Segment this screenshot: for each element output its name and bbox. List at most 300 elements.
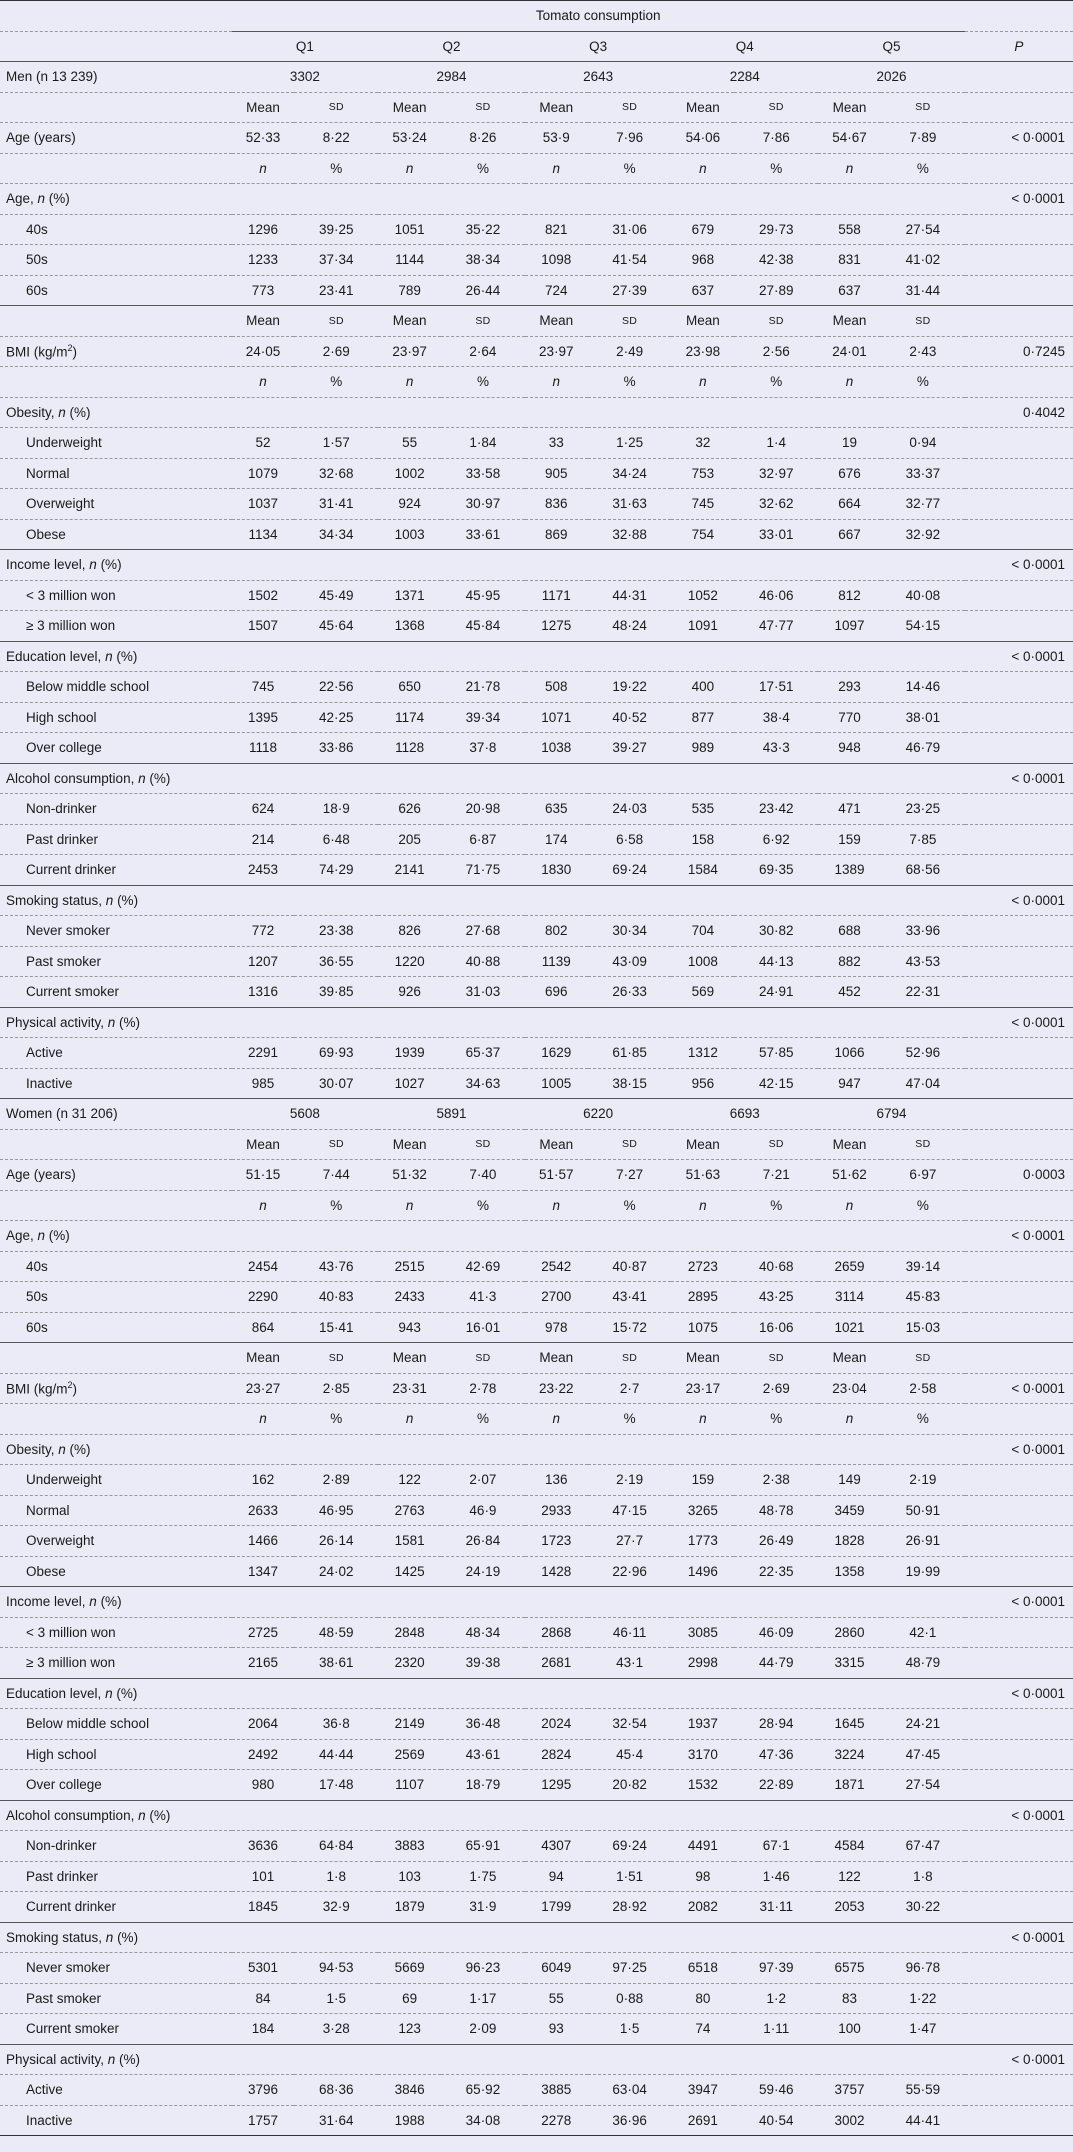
empty-cell — [232, 184, 295, 215]
empty-cell — [734, 1007, 818, 1038]
value-cell: 97·39 — [734, 1953, 818, 1984]
value-cell: 26·49 — [734, 1526, 818, 1557]
value-cell: 46·9 — [441, 1495, 525, 1526]
value-cell: 33 — [525, 428, 588, 459]
empty-cell — [734, 763, 818, 794]
empty-cell — [588, 1922, 672, 1953]
value-cell: 39·25 — [294, 214, 378, 245]
value-cell: 2763 — [378, 1495, 441, 1526]
value-cell: 53·9 — [525, 123, 588, 154]
table-row — [0, 946, 1073, 977]
value-cell: 1·4 — [734, 428, 818, 459]
pct-suffix: (%) — [65, 404, 91, 420]
sd-label: SD — [441, 306, 525, 337]
empty-cell — [378, 885, 441, 916]
value-cell: 6049 — [525, 1953, 588, 1984]
value-cell: 26·84 — [441, 1526, 525, 1557]
mean-label: Mean — [671, 306, 734, 337]
n-label: n — [525, 1404, 588, 1435]
value-cell: 37·34 — [294, 245, 378, 276]
empty-cell — [588, 641, 672, 672]
value-cell: 15·41 — [294, 1312, 378, 1343]
value-cell: 123 — [378, 2014, 441, 2045]
value-cell: 40·54 — [734, 2105, 818, 2136]
mean-label: Mean — [671, 92, 734, 123]
table-row — [0, 123, 1073, 154]
category-label — [0, 1800, 232, 1831]
value-cell: 158 — [671, 824, 734, 855]
value-cell: 1312 — [671, 1038, 734, 1069]
value-cell: 869 — [525, 519, 588, 550]
value-cell: 93 — [525, 2014, 588, 2045]
row-label: ≥ 3 million won — [0, 1648, 232, 1679]
value-cell: 3·28 — [294, 2014, 378, 2045]
value-cell: 43·25 — [734, 1282, 818, 1313]
value-cell: 2433 — [378, 1282, 441, 1313]
empty-cell — [965, 1190, 1073, 1221]
group-n: 6220 — [525, 1099, 672, 1130]
row-label: Never smoker — [0, 1953, 232, 1984]
empty-cell — [525, 184, 588, 215]
empty-cell — [734, 2044, 818, 2075]
value-cell: 864 — [232, 1312, 295, 1343]
empty-cell — [294, 2044, 378, 2075]
value-cell: 38·4 — [734, 702, 818, 733]
category-label — [0, 550, 232, 581]
table-row — [0, 306, 1073, 337]
value-cell: 45·95 — [441, 580, 525, 611]
table-row — [0, 1983, 1073, 2014]
category-name: Age, — [6, 191, 38, 207]
value-cell: 96·78 — [881, 1953, 965, 1984]
row-label: Non-drinker — [0, 1831, 232, 1862]
mean-label: Mean — [378, 1129, 441, 1160]
value-cell: 724 — [525, 275, 588, 306]
empty-cell — [441, 885, 525, 916]
pct-label: % — [588, 153, 672, 184]
value-cell: 2542 — [525, 1251, 588, 1282]
value-cell: 1066 — [818, 1038, 881, 1069]
value-cell: 882 — [818, 946, 881, 977]
value-cell: 1532 — [671, 1770, 734, 1801]
value-cell: 2·64 — [441, 336, 525, 367]
table-row — [0, 885, 1073, 916]
n-italic: n — [37, 1228, 46, 1244]
mean-label: Mean — [232, 1129, 295, 1160]
value-cell: 64·84 — [294, 1831, 378, 1862]
value-cell: 27·7 — [588, 1526, 672, 1557]
value-cell: 42·1 — [881, 1617, 965, 1648]
category-label — [0, 2044, 232, 2075]
row-label: Current smoker — [0, 2014, 232, 2045]
pct-label: % — [441, 1190, 525, 1221]
empty-cell — [232, 397, 295, 428]
value-cell: 34·63 — [441, 1068, 525, 1099]
value-cell: 94 — [525, 1861, 588, 1892]
value-cell: 24·02 — [294, 1556, 378, 1587]
empty-cell — [734, 184, 818, 215]
n-label: n — [232, 153, 295, 184]
row-label: Current smoker — [0, 977, 232, 1008]
value-cell: 688 — [818, 916, 881, 947]
empty-cell — [965, 946, 1073, 977]
value-cell: 2659 — [818, 1251, 881, 1282]
empty-cell — [588, 1678, 672, 1709]
empty-cell — [0, 1129, 232, 1160]
empty-cell — [588, 885, 672, 916]
value-cell: 55 — [378, 428, 441, 459]
value-cell: 2515 — [378, 1251, 441, 1282]
empty-cell — [294, 1221, 378, 1252]
value-cell: 52·33 — [232, 123, 295, 154]
value-cell: 1466 — [232, 1526, 295, 1557]
value-cell: 214 — [232, 824, 295, 855]
empty-cell — [671, 397, 734, 428]
sd-label: SD — [294, 92, 378, 123]
pct-suffix: (%) — [145, 770, 171, 786]
value-cell: 1134 — [232, 519, 295, 550]
value-cell: 38·15 — [588, 1068, 672, 1099]
empty-cell — [881, 1800, 965, 1831]
category-name: Physical activity, — [6, 2051, 108, 2067]
empty-cell — [671, 1434, 734, 1465]
value-cell: 48·78 — [734, 1495, 818, 1526]
table-row — [0, 1617, 1073, 1648]
value-cell: 21·78 — [441, 672, 525, 703]
value-cell: 2141 — [378, 855, 441, 886]
empty-cell — [378, 1800, 441, 1831]
empty-cell — [378, 550, 441, 581]
value-cell: 27·54 — [881, 214, 965, 245]
value-cell: 3636 — [232, 1831, 295, 1862]
value-cell: 676 — [818, 458, 881, 489]
n-label: n — [818, 1404, 881, 1435]
value-cell: 45·83 — [881, 1282, 965, 1313]
empty-cell — [965, 1129, 1073, 1160]
category-label — [0, 763, 232, 794]
empty-cell — [965, 977, 1073, 1008]
category-label — [0, 1434, 232, 1465]
value-cell: 65·91 — [441, 1831, 525, 1862]
value-cell: 2·49 — [588, 336, 672, 367]
value-cell: 8·22 — [294, 123, 378, 154]
value-cell: 16·06 — [734, 1312, 818, 1343]
empty-cell — [378, 1434, 441, 1465]
category-name: Physical activity, — [6, 1014, 108, 1030]
empty-cell — [294, 550, 378, 581]
value-cell: 33·01 — [734, 519, 818, 550]
table-row — [0, 1190, 1073, 1221]
empty-cell — [818, 550, 881, 581]
value-cell: 2291 — [232, 1038, 295, 1069]
row-label: Past smoker — [0, 1983, 232, 2014]
value-cell: 97·25 — [588, 1953, 672, 1984]
group-n: 2984 — [378, 62, 525, 93]
p-value: < 0·0001 — [965, 1434, 1073, 1465]
empty-cell — [818, 885, 881, 916]
empty-cell — [965, 1709, 1073, 1740]
empty-cell — [378, 1587, 441, 1618]
value-cell: 122 — [378, 1465, 441, 1496]
value-cell: 1988 — [378, 2105, 441, 2136]
n-label: n — [378, 1404, 441, 1435]
bmi-label — [0, 1373, 232, 1404]
empty-cell — [378, 763, 441, 794]
empty-cell — [965, 580, 1073, 611]
bmi-sup: 2 — [67, 343, 73, 353]
value-cell: 2·69 — [294, 336, 378, 367]
value-cell: 15·03 — [881, 1312, 965, 1343]
table-row — [0, 397, 1073, 428]
n-italic: n — [58, 1441, 66, 1457]
row-label: Obese — [0, 519, 232, 550]
value-cell: 773 — [232, 275, 295, 306]
value-cell: 812 — [818, 580, 881, 611]
value-cell: 32·92 — [881, 519, 965, 550]
row-label: Age (years) — [0, 1160, 232, 1191]
empty-cell — [232, 1587, 295, 1618]
empty-cell — [294, 184, 378, 215]
empty-cell — [441, 184, 525, 215]
value-cell: 23·31 — [378, 1373, 441, 1404]
value-cell: 68·56 — [881, 855, 965, 886]
row-label: Below middle school — [0, 1709, 232, 1740]
pct-label: % — [881, 1404, 965, 1435]
value-cell: 24·91 — [734, 977, 818, 1008]
empty-cell — [965, 1038, 1073, 1069]
value-cell: 1·2 — [734, 1983, 818, 2014]
pct-label: % — [588, 367, 672, 398]
sd-label: SD — [441, 92, 525, 123]
empty-cell — [0, 1404, 232, 1435]
value-cell: 2·07 — [441, 1465, 525, 1496]
mean-label: Mean — [232, 306, 295, 337]
mean-label: Mean — [671, 1129, 734, 1160]
p-value: < 0·0001 — [965, 641, 1073, 672]
value-cell: 31·06 — [588, 214, 672, 245]
value-cell: 55·59 — [881, 2075, 965, 2106]
value-cell: 6·58 — [588, 824, 672, 855]
value-cell: 1003 — [378, 519, 441, 550]
empty-cell — [965, 1, 1073, 32]
value-cell: 54·67 — [818, 123, 881, 154]
table-title: Tomato consumption — [232, 1, 965, 32]
value-cell: 2700 — [525, 1282, 588, 1313]
value-cell: 69·24 — [588, 855, 672, 886]
empty-cell — [818, 1587, 881, 1618]
empty-cell — [525, 1434, 588, 1465]
value-cell: 18·79 — [441, 1770, 525, 1801]
p-value: < 0·0001 — [965, 1587, 1073, 1618]
value-cell: 24·19 — [441, 1556, 525, 1587]
value-cell: 32·97 — [734, 458, 818, 489]
row-label: < 3 million won — [0, 1617, 232, 1648]
row-label: Over college — [0, 733, 232, 764]
row-label: Active — [0, 1038, 232, 1069]
empty-cell — [965, 916, 1073, 947]
category-name: Age, — [6, 1228, 38, 1244]
value-cell: 7·96 — [588, 123, 672, 154]
empty-cell — [965, 1282, 1073, 1313]
value-cell: 122 — [818, 1861, 881, 1892]
value-cell: 508 — [525, 672, 588, 703]
empty-cell — [378, 2044, 441, 2075]
table-row — [0, 1587, 1073, 1618]
pct-label: % — [734, 153, 818, 184]
value-cell: 69·35 — [734, 855, 818, 886]
value-cell: 27·39 — [588, 275, 672, 306]
value-cell: 46·95 — [294, 1495, 378, 1526]
pct-label: % — [588, 1404, 672, 1435]
value-cell: 1139 — [525, 946, 588, 977]
value-cell: 63·04 — [588, 2075, 672, 2106]
value-cell: 65·92 — [441, 2075, 525, 2106]
value-cell: 7·27 — [588, 1160, 672, 1191]
empty-cell — [965, 1251, 1073, 1282]
value-cell: 23·98 — [671, 336, 734, 367]
table-row — [0, 611, 1073, 642]
value-cell: 2165 — [232, 1648, 295, 1679]
value-cell: 32·68 — [294, 458, 378, 489]
value-cell: 42·69 — [441, 1251, 525, 1282]
value-cell: 46·06 — [734, 580, 818, 611]
empty-cell — [881, 1922, 965, 1953]
value-cell: 2453 — [232, 855, 295, 886]
mean-label: Mean — [378, 306, 441, 337]
bmi-sup: 2 — [67, 1380, 73, 1390]
empty-cell — [671, 184, 734, 215]
sd-label: SD — [881, 306, 965, 337]
value-cell: 32·9 — [294, 1892, 378, 1923]
mean-label: Mean — [818, 1129, 881, 1160]
value-cell: 821 — [525, 214, 588, 245]
table-row — [0, 2014, 1073, 2045]
category-name: Income level, — [6, 557, 90, 573]
value-cell: 1021 — [818, 1312, 881, 1343]
table-row — [0, 1099, 1073, 1130]
value-cell: 679 — [671, 214, 734, 245]
empty-cell — [525, 1922, 588, 1953]
value-cell: 7·40 — [441, 1160, 525, 1191]
value-cell: 32·88 — [588, 519, 672, 550]
value-cell: 32 — [671, 428, 734, 459]
empty-cell — [0, 1, 232, 32]
value-cell: 44·79 — [734, 1648, 818, 1679]
empty-cell — [965, 794, 1073, 825]
empty-cell — [818, 1221, 881, 1252]
row-label: Over college — [0, 1770, 232, 1801]
empty-cell — [881, 2044, 965, 2075]
value-cell: 2569 — [378, 1739, 441, 1770]
group-n: 6794 — [818, 1099, 965, 1130]
pct-label: % — [734, 1190, 818, 1221]
empty-cell — [965, 1465, 1073, 1496]
pct-label: % — [881, 367, 965, 398]
category-name: Alcohol consumption, — [6, 1807, 139, 1823]
value-cell: 20·98 — [441, 794, 525, 825]
value-cell: 2454 — [232, 1251, 295, 1282]
value-cell: 18·9 — [294, 794, 378, 825]
table-row — [0, 733, 1073, 764]
bmi-label — [0, 336, 232, 367]
category-label — [0, 1221, 232, 1252]
empty-cell — [734, 1678, 818, 1709]
n-label: n — [818, 367, 881, 398]
empty-cell — [734, 1587, 818, 1618]
pct-suffix: (%) — [45, 1228, 70, 1244]
pct-suffix: (%) — [115, 1014, 141, 1030]
value-cell: 1·84 — [441, 428, 525, 459]
sd-label: SD — [881, 1343, 965, 1374]
n-italic: n — [107, 2051, 116, 2067]
empty-cell — [378, 1922, 441, 1953]
table-row — [0, 1068, 1073, 1099]
sd-label: SD — [588, 1129, 672, 1160]
mean-label: Mean — [525, 1343, 588, 1374]
value-cell: 46·09 — [734, 1617, 818, 1648]
value-cell: 31·03 — [441, 977, 525, 1008]
table-row — [0, 1495, 1073, 1526]
empty-cell — [965, 1861, 1073, 1892]
value-cell: 47·77 — [734, 611, 818, 642]
value-cell: 47·45 — [881, 1739, 965, 1770]
empty-cell — [378, 1007, 441, 1038]
pct-label: % — [294, 1404, 378, 1435]
value-cell: 74 — [671, 2014, 734, 2045]
value-cell: 2492 — [232, 1739, 295, 1770]
value-cell: 1118 — [232, 733, 295, 764]
value-cell: 184 — [232, 2014, 295, 2045]
n-italic: n — [89, 1594, 97, 1610]
table-row — [0, 1770, 1073, 1801]
table-row — [0, 428, 1073, 459]
empty-cell — [441, 2044, 525, 2075]
empty-cell — [588, 184, 672, 215]
quintile-header: Q4 — [671, 31, 818, 62]
table-row — [0, 62, 1073, 93]
value-cell: 4307 — [525, 1831, 588, 1862]
value-cell: 2024 — [525, 1709, 588, 1740]
empty-cell — [525, 1800, 588, 1831]
value-cell: 7·44 — [294, 1160, 378, 1191]
table-row — [0, 1160, 1073, 1191]
row-label: Inactive — [0, 1068, 232, 1099]
mean-label: Mean — [818, 1343, 881, 1374]
value-cell: 3002 — [818, 2105, 881, 2136]
pct-label: % — [294, 367, 378, 398]
mean-label: Mean — [525, 92, 588, 123]
empty-cell — [881, 1434, 965, 1465]
row-label: Overweight — [0, 489, 232, 520]
value-cell: 1·25 — [588, 428, 672, 459]
value-cell: 1939 — [378, 1038, 441, 1069]
value-cell: 3757 — [818, 2075, 881, 2106]
table-row — [0, 1556, 1073, 1587]
pct-label: % — [441, 367, 525, 398]
value-cell: 1·75 — [441, 1861, 525, 1892]
empty-cell — [232, 2044, 295, 2075]
empty-cell — [232, 1678, 295, 1709]
empty-cell — [671, 641, 734, 672]
empty-cell — [881, 1221, 965, 1252]
value-cell: 1·47 — [881, 2014, 965, 2045]
value-cell: 1107 — [378, 1770, 441, 1801]
table-row — [0, 184, 1073, 215]
value-cell: 1799 — [525, 1892, 588, 1923]
empty-cell — [294, 641, 378, 672]
value-cell: 1075 — [671, 1312, 734, 1343]
empty-cell — [965, 702, 1073, 733]
